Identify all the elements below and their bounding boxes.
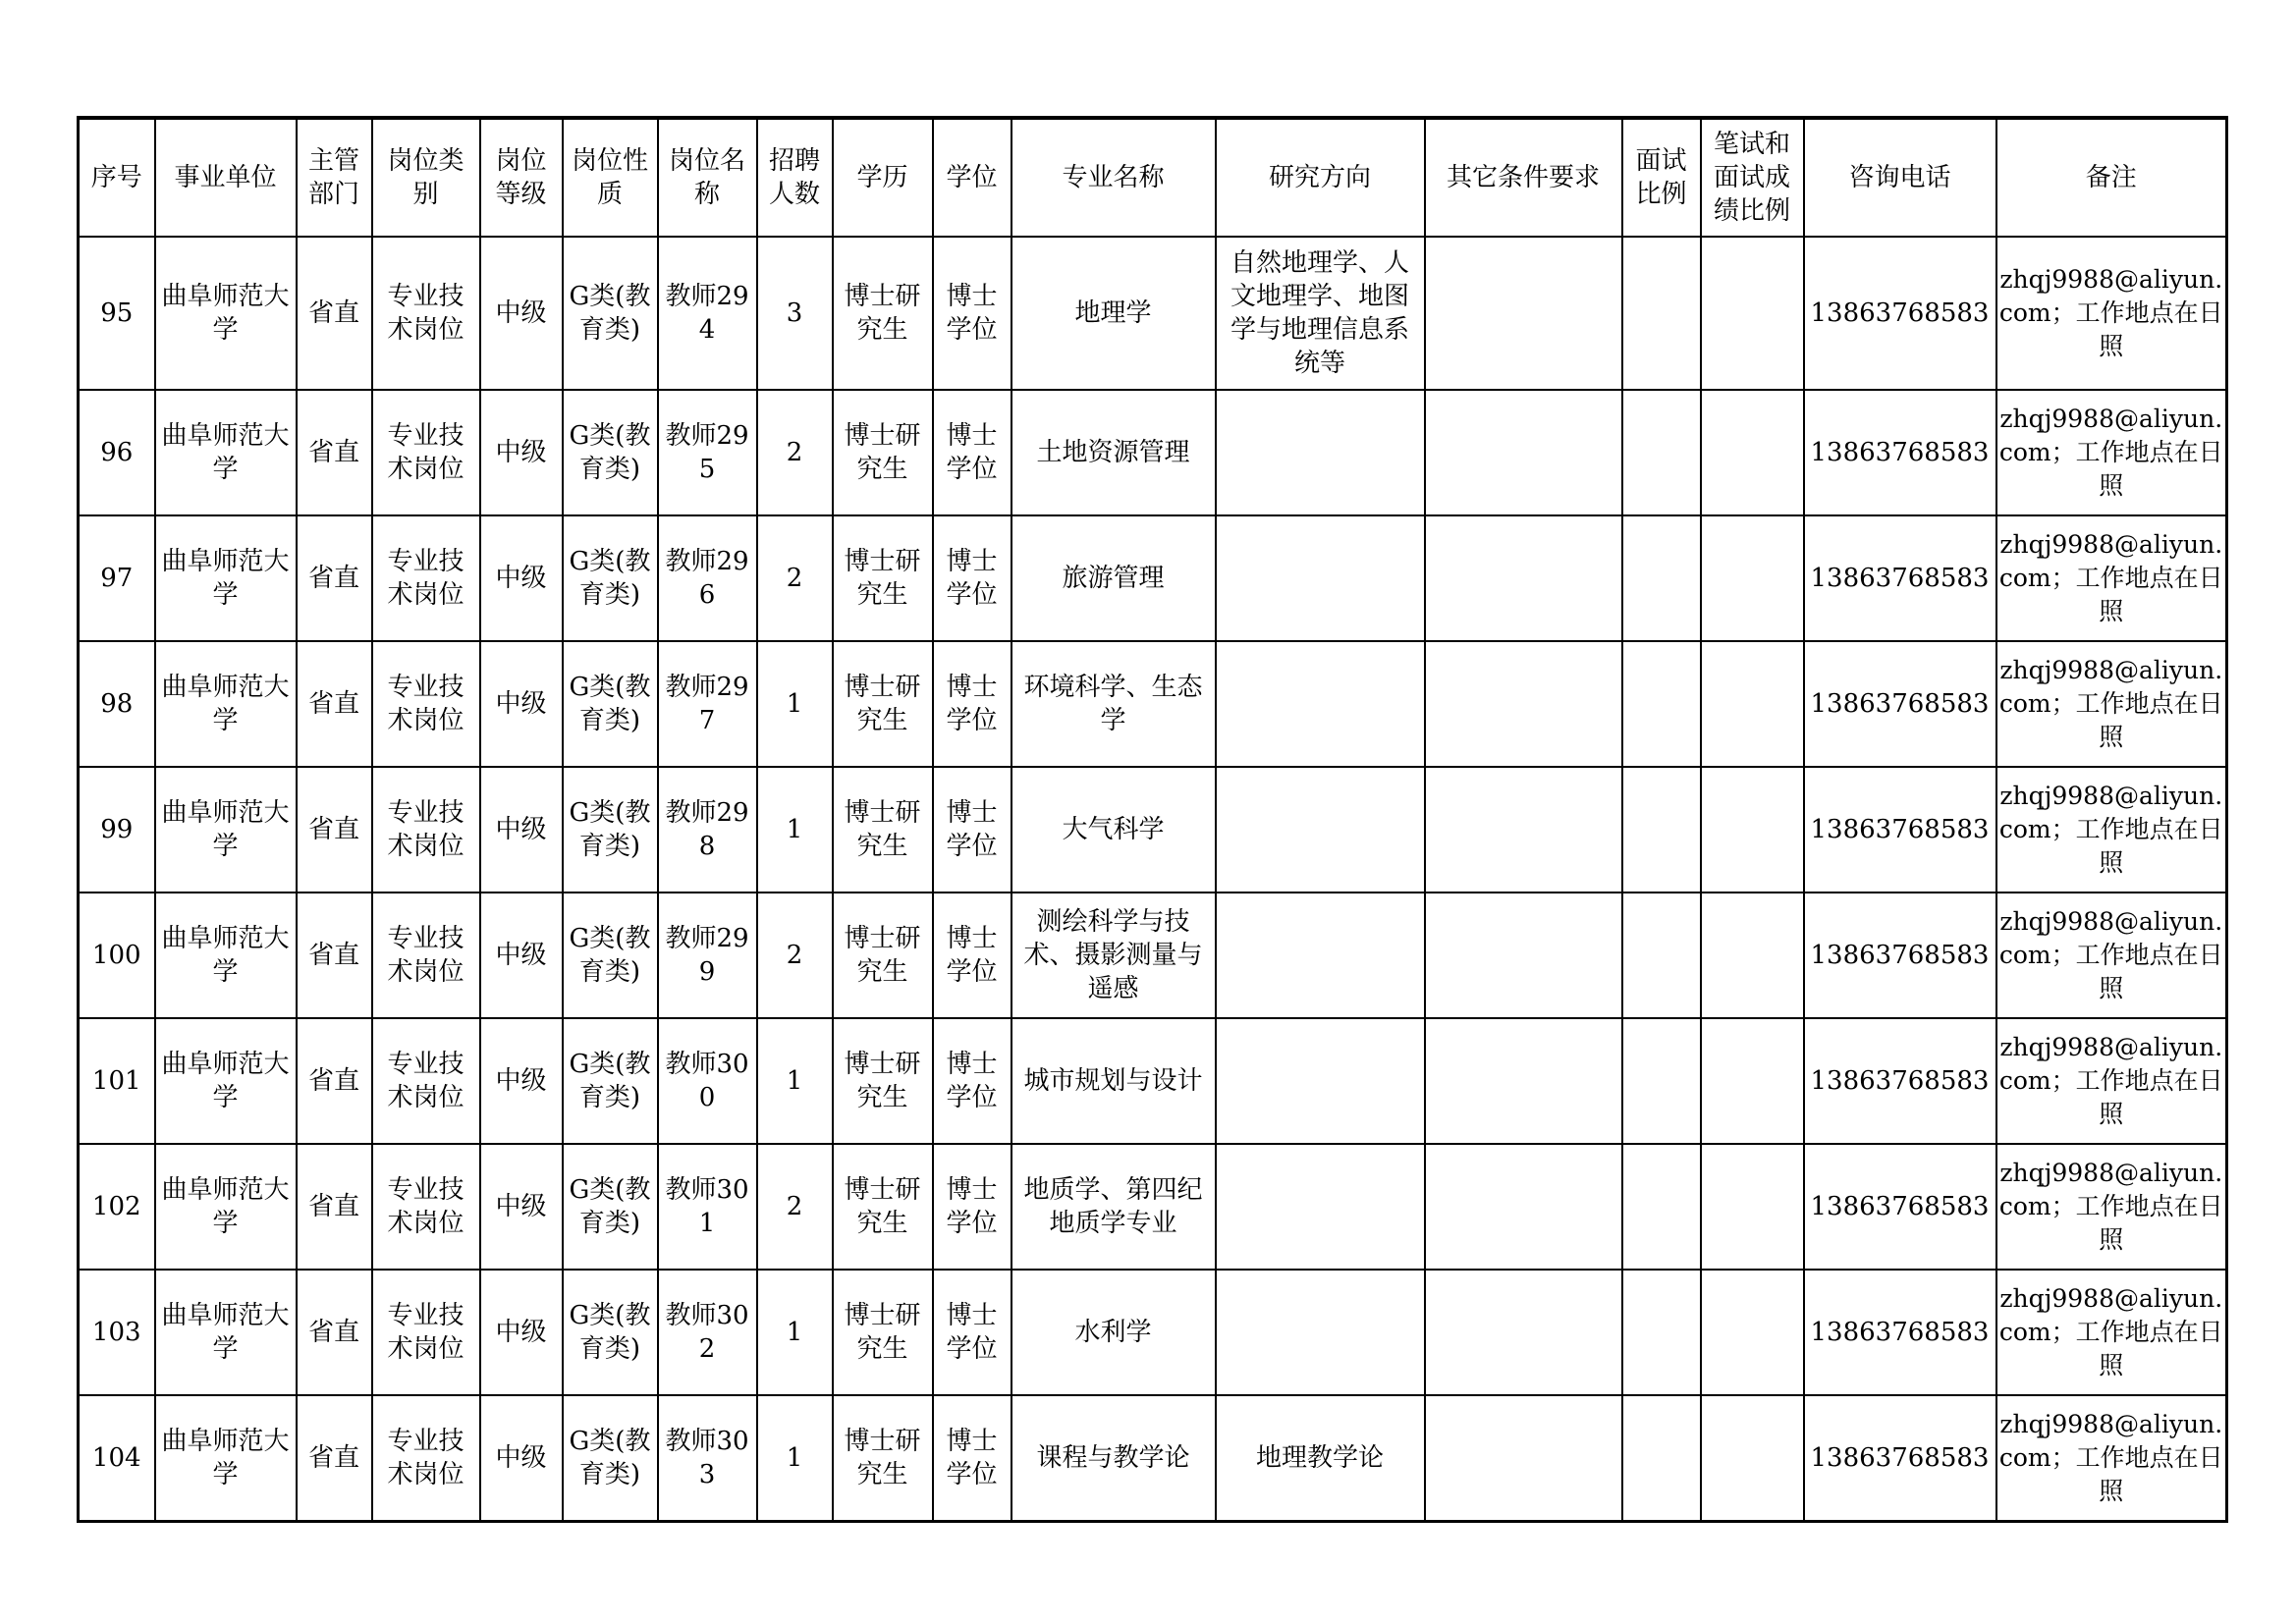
header-cell: 学历: [833, 118, 933, 237]
major-name: 土地资源管理: [1011, 390, 1216, 515]
research-direction: [1216, 515, 1425, 641]
major-name: 水利学: [1011, 1270, 1216, 1395]
hire-count: 1: [757, 767, 833, 893]
post-name: 教师300: [658, 1018, 757, 1144]
supervising-dept: 省直: [297, 767, 372, 893]
interview-ratio: [1622, 1270, 1701, 1395]
row-number: 103: [79, 1270, 155, 1395]
header-cell: 备注: [1996, 118, 2227, 237]
post-name: 教师302: [658, 1270, 757, 1395]
recruitment-table: [77, 116, 2228, 1523]
hire-count: 1: [757, 641, 833, 767]
remarks: zhqj9988@aliyun.com；工作地点在日照: [1996, 515, 2227, 641]
post-name: 教师299: [658, 893, 757, 1018]
contact-phone: 13863768583: [1804, 1395, 1996, 1522]
remarks: zhqj9988@aliyun.com；工作地点在日照: [1996, 641, 2227, 767]
research-direction: [1216, 1270, 1425, 1395]
education: 博士研究生: [833, 390, 933, 515]
major-name: 环境科学、生态学: [1011, 641, 1216, 767]
employer-unit: 曲阜师范大学: [155, 1018, 297, 1144]
other-requirements: [1425, 1270, 1622, 1395]
supervising-dept: 省直: [297, 1395, 372, 1522]
remarks: zhqj9988@aliyun.com；工作地点在日照: [1996, 767, 2227, 893]
research-direction: [1216, 1144, 1425, 1270]
row-number: 95: [79, 237, 155, 390]
header-cell: 岗位名称: [658, 118, 757, 237]
interview-ratio: [1622, 641, 1701, 767]
other-requirements: [1425, 515, 1622, 641]
post-nature: G类(教育类): [563, 1018, 658, 1144]
education: 博士研究生: [833, 515, 933, 641]
supervising-dept: 省直: [297, 1270, 372, 1395]
table-row: [79, 515, 2227, 641]
degree: 博士学位: [933, 390, 1011, 515]
score-ratio: [1701, 515, 1804, 641]
post-category: 专业技术岗位: [372, 237, 480, 390]
score-ratio: [1701, 767, 1804, 893]
row-number: 98: [79, 641, 155, 767]
education: 博士研究生: [833, 1018, 933, 1144]
other-requirements: [1425, 237, 1622, 390]
supervising-dept: 省直: [297, 641, 372, 767]
score-ratio: [1701, 641, 1804, 767]
post-level: 中级: [480, 237, 563, 390]
header-cell: 专业名称: [1011, 118, 1216, 237]
header-cell: 事业单位: [155, 118, 297, 237]
post-nature: G类(教育类): [563, 1270, 658, 1395]
row-number: 96: [79, 390, 155, 515]
supervising-dept: 省直: [297, 515, 372, 641]
post-category: 专业技术岗位: [372, 1270, 480, 1395]
post-nature: G类(教育类): [563, 515, 658, 641]
post-nature: G类(教育类): [563, 1395, 658, 1522]
post-category: 专业技术岗位: [372, 893, 480, 1018]
interview-ratio: [1622, 1018, 1701, 1144]
post-name: 教师294: [658, 237, 757, 390]
research-direction: [1216, 893, 1425, 1018]
header-cell: 岗位等级: [480, 118, 563, 237]
score-ratio: [1701, 1270, 1804, 1395]
score-ratio: [1701, 1018, 1804, 1144]
degree: 博士学位: [933, 1395, 1011, 1522]
employer-unit: 曲阜师范大学: [155, 515, 297, 641]
row-number: 101: [79, 1018, 155, 1144]
interview-ratio: [1622, 893, 1701, 1018]
remarks: zhqj9988@aliyun.com；工作地点在日照: [1996, 1018, 2227, 1144]
degree: 博士学位: [933, 1018, 1011, 1144]
post-level: 中级: [480, 767, 563, 893]
degree: 博士学位: [933, 1270, 1011, 1395]
employer-unit: 曲阜师范大学: [155, 1395, 297, 1522]
major-name: 课程与教学论: [1011, 1395, 1216, 1522]
hire-count: 2: [757, 515, 833, 641]
research-direction: [1216, 390, 1425, 515]
post-nature: G类(教育类): [563, 390, 658, 515]
degree: 博士学位: [933, 1144, 1011, 1270]
degree: 博士学位: [933, 237, 1011, 390]
contact-phone: 13863768583: [1804, 515, 1996, 641]
degree: 博士学位: [933, 767, 1011, 893]
contact-phone: 13863768583: [1804, 1270, 1996, 1395]
table-row: [79, 1270, 2227, 1395]
supervising-dept: 省直: [297, 1018, 372, 1144]
remarks: zhqj9988@aliyun.com；工作地点在日照: [1996, 1144, 2227, 1270]
interview-ratio: [1622, 515, 1701, 641]
other-requirements: [1425, 1018, 1622, 1144]
contact-phone: 13863768583: [1804, 767, 1996, 893]
header-cell: 序号: [79, 118, 155, 237]
education: 博士研究生: [833, 641, 933, 767]
post-category: 专业技术岗位: [372, 767, 480, 893]
hire-count: 1: [757, 1270, 833, 1395]
table-row: [79, 641, 2227, 767]
post-nature: G类(教育类): [563, 893, 658, 1018]
employer-unit: 曲阜师范大学: [155, 767, 297, 893]
research-direction: [1216, 1018, 1425, 1144]
score-ratio: [1701, 390, 1804, 515]
research-direction: 自然地理学、人文地理学、地图学与地理信息系统等: [1216, 237, 1425, 390]
post-category: 专业技术岗位: [372, 390, 480, 515]
major-name: 测绘科学与技术、摄影测量与遥感: [1011, 893, 1216, 1018]
score-ratio: [1701, 1144, 1804, 1270]
hire-count: 1: [757, 1395, 833, 1522]
post-category: 专业技术岗位: [372, 1144, 480, 1270]
post-nature: G类(教育类): [563, 641, 658, 767]
education: 博士研究生: [833, 1144, 933, 1270]
employer-unit: 曲阜师范大学: [155, 1144, 297, 1270]
other-requirements: [1425, 767, 1622, 893]
post-name: 教师296: [658, 515, 757, 641]
interview-ratio: [1622, 1144, 1701, 1270]
degree: 博士学位: [933, 641, 1011, 767]
interview-ratio: [1622, 767, 1701, 893]
other-requirements: [1425, 641, 1622, 767]
post-category: 专业技术岗位: [372, 641, 480, 767]
post-name: 教师295: [658, 390, 757, 515]
hire-count: 2: [757, 390, 833, 515]
post-level: 中级: [480, 1270, 563, 1395]
hire-count: 3: [757, 237, 833, 390]
education: 博士研究生: [833, 1270, 933, 1395]
table-row: [79, 1144, 2227, 1270]
post-category: 专业技术岗位: [372, 1395, 480, 1522]
contact-phone: 13863768583: [1804, 390, 1996, 515]
post-category: 专业技术岗位: [372, 1018, 480, 1144]
remarks: zhqj9988@aliyun.com；工作地点在日照: [1996, 1395, 2227, 1522]
table-row: [79, 1395, 2227, 1522]
post-nature: G类(教育类): [563, 767, 658, 893]
header-cell: 岗位性质: [563, 118, 658, 237]
major-name: 地理学: [1011, 237, 1216, 390]
contact-phone: 13863768583: [1804, 1144, 1996, 1270]
header-cell: 其它条件要求: [1425, 118, 1622, 237]
education: 博士研究生: [833, 237, 933, 390]
contact-phone: 13863768583: [1804, 237, 1996, 390]
supervising-dept: 省直: [297, 893, 372, 1018]
major-name: 旅游管理: [1011, 515, 1216, 641]
header-cell: 研究方向: [1216, 118, 1425, 237]
interview-ratio: [1622, 1395, 1701, 1522]
research-direction: [1216, 641, 1425, 767]
education: 博士研究生: [833, 767, 933, 893]
remarks: zhqj9988@aliyun.com；工作地点在日照: [1996, 1270, 2227, 1395]
header-cell: 咨询电话: [1804, 118, 1996, 237]
education: 博士研究生: [833, 1395, 933, 1522]
table-row: [79, 893, 2227, 1018]
row-number: 102: [79, 1144, 155, 1270]
header-cell: 主管部门: [297, 118, 372, 237]
post-level: 中级: [480, 893, 563, 1018]
employer-unit: 曲阜师范大学: [155, 390, 297, 515]
post-nature: G类(教育类): [563, 1144, 658, 1270]
table-body: [79, 237, 2227, 1522]
remarks: zhqj9988@aliyun.com；工作地点在日照: [1996, 237, 2227, 390]
row-number: 97: [79, 515, 155, 641]
degree: 博士学位: [933, 893, 1011, 1018]
interview-ratio: [1622, 237, 1701, 390]
post-name: 教师303: [658, 1395, 757, 1522]
interview-ratio: [1622, 390, 1701, 515]
table-row: [79, 1018, 2227, 1144]
table-header: [79, 118, 2227, 237]
row-number: 99: [79, 767, 155, 893]
post-name: 教师301: [658, 1144, 757, 1270]
employer-unit: 曲阜师范大学: [155, 1270, 297, 1395]
post-level: 中级: [480, 1018, 563, 1144]
remarks: zhqj9988@aliyun.com；工作地点在日照: [1996, 390, 2227, 515]
post-level: 中级: [480, 515, 563, 641]
supervising-dept: 省直: [297, 390, 372, 515]
post-category: 专业技术岗位: [372, 515, 480, 641]
other-requirements: [1425, 1395, 1622, 1522]
header-cell: 面试比例: [1622, 118, 1701, 237]
table-row: [79, 237, 2227, 390]
employer-unit: 曲阜师范大学: [155, 237, 297, 390]
major-name: 城市规划与设计: [1011, 1018, 1216, 1144]
supervising-dept: 省直: [297, 237, 372, 390]
contact-phone: 13863768583: [1804, 893, 1996, 1018]
major-name: 地质学、第四纪地质学专业: [1011, 1144, 1216, 1270]
hire-count: 2: [757, 893, 833, 1018]
other-requirements: [1425, 390, 1622, 515]
supervising-dept: 省直: [297, 1144, 372, 1270]
contact-phone: 13863768583: [1804, 1018, 1996, 1144]
post-name: 教师298: [658, 767, 757, 893]
employer-unit: 曲阜师范大学: [155, 893, 297, 1018]
row-number: 104: [79, 1395, 155, 1522]
header-cell: 笔试和面试成绩比例: [1701, 118, 1804, 237]
score-ratio: [1701, 1395, 1804, 1522]
remarks: zhqj9988@aliyun.com；工作地点在日照: [1996, 893, 2227, 1018]
score-ratio: [1701, 237, 1804, 390]
post-level: 中级: [480, 390, 563, 515]
row-number: 100: [79, 893, 155, 1018]
hire-count: 1: [757, 1018, 833, 1144]
header-cell: 岗位类别: [372, 118, 480, 237]
degree: 博士学位: [933, 515, 1011, 641]
hire-count: 2: [757, 1144, 833, 1270]
research-direction: [1216, 767, 1425, 893]
post-level: 中级: [480, 641, 563, 767]
employer-unit: 曲阜师范大学: [155, 641, 297, 767]
header-cell: 学位: [933, 118, 1011, 237]
post-level: 中级: [480, 1144, 563, 1270]
table-row: [79, 767, 2227, 893]
table-row: [79, 390, 2227, 515]
header-row: [79, 118, 2227, 237]
major-name: 大气科学: [1011, 767, 1216, 893]
score-ratio: [1701, 893, 1804, 1018]
other-requirements: [1425, 1144, 1622, 1270]
post-name: 教师297: [658, 641, 757, 767]
research-direction: 地理教学论: [1216, 1395, 1425, 1522]
post-nature: G类(教育类): [563, 237, 658, 390]
other-requirements: [1425, 893, 1622, 1018]
post-level: 中级: [480, 1395, 563, 1522]
contact-phone: 13863768583: [1804, 641, 1996, 767]
header-cell: 招聘人数: [757, 118, 833, 237]
education: 博士研究生: [833, 893, 933, 1018]
